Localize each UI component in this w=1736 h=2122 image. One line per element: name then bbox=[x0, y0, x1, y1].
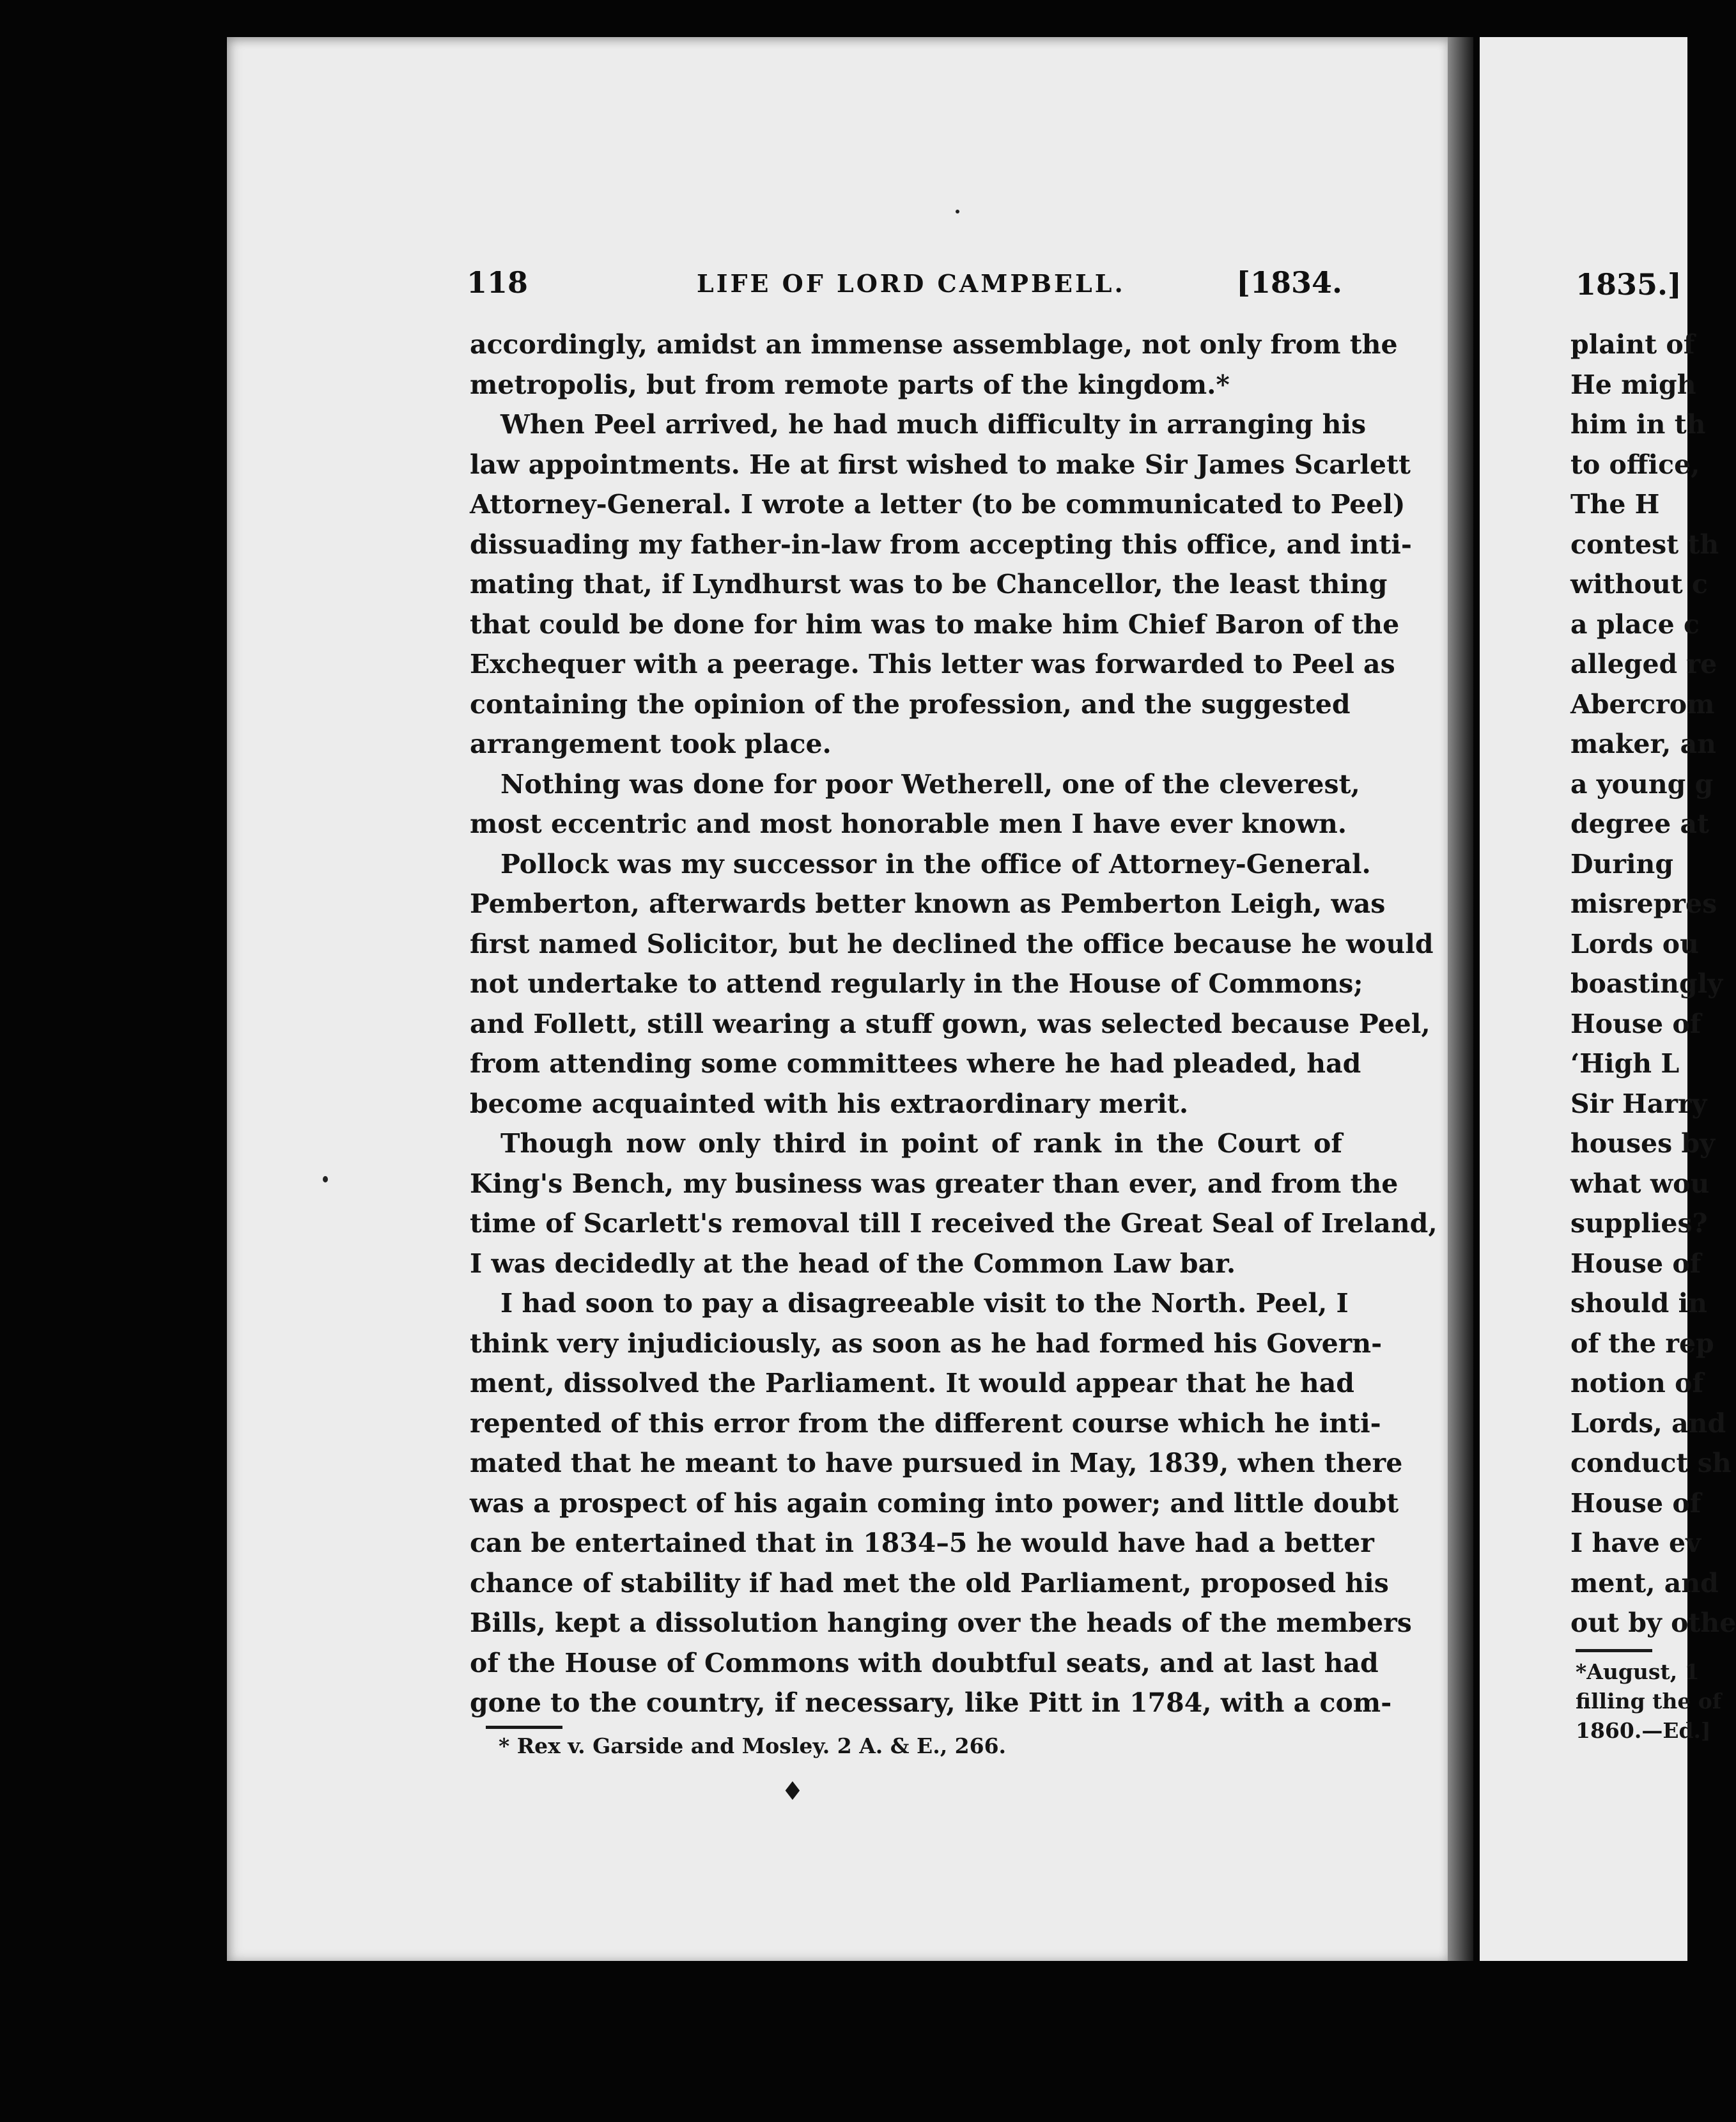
right-text-line: without c bbox=[1570, 569, 1708, 600]
footnote-rule bbox=[486, 1726, 562, 1729]
right-text-line: should in bbox=[1570, 1288, 1707, 1319]
speck bbox=[956, 210, 959, 213]
text-line: from attending some committees where he had pleaded, had bbox=[470, 1048, 1361, 1079]
speck bbox=[323, 1176, 328, 1182]
right-page bbox=[1480, 37, 1736, 1961]
ornament-mark: ♦ bbox=[781, 1777, 804, 1806]
right-text-line: alleged re bbox=[1570, 649, 1717, 679]
right-text-line: Sir Harry bbox=[1570, 1088, 1707, 1119]
right-text-line: boastingly bbox=[1570, 968, 1723, 999]
text-line: dissuading my father-in-law from accepting this office, and inti- bbox=[470, 529, 1412, 560]
right-text-line: During bbox=[1570, 848, 1674, 879]
text-line: chance of stability if had met the old Parliament, proposed his bbox=[470, 1567, 1389, 1599]
text-line: was a prospect of his again coming into power; and little doubt bbox=[470, 1487, 1399, 1519]
text-line: Attorney-General. I wrote a letter (to be communicated to Peel) bbox=[470, 489, 1406, 520]
right-text-line: notion of bbox=[1570, 1368, 1704, 1398]
text-line: can be entertained that in 1834–5 he would have had a better bbox=[470, 1528, 1374, 1558]
text-line: most eccentric and most honorable men I have ever known. bbox=[470, 809, 1347, 839]
page-number: 118 bbox=[467, 265, 529, 300]
right-text-line: maker, an bbox=[1570, 729, 1716, 759]
right-text-line: a place c bbox=[1570, 608, 1700, 640]
right-text-line: of the rep bbox=[1570, 1328, 1714, 1359]
text-line: think very injudiciously, as soon as he had formed his Govern- bbox=[470, 1328, 1383, 1359]
text-line: gone to the country, if necessary, like Pitt in 1784, with a com- bbox=[470, 1687, 1392, 1718]
right-text-line: ment, and bbox=[1570, 1567, 1719, 1599]
right-footnote-line: 1860.—Ed.] bbox=[1576, 1718, 1711, 1743]
right-text-line: House of bbox=[1570, 1008, 1701, 1039]
running-title: LIFE OF LORD CAMPBELL. bbox=[697, 269, 1126, 298]
text-line: containing the opinion of the profession, and the suggested bbox=[470, 688, 1351, 720]
text-line: Pemberton, afterwards better known as Pemberton Leigh, was bbox=[470, 888, 1386, 919]
text-line: ment, dissolved the Parliament. It would appear that he had bbox=[470, 1368, 1354, 1398]
header-year: [1834. bbox=[1236, 265, 1342, 300]
text-line: I had soon to pay a disagreeable visit to the North. Peel, I bbox=[500, 1288, 1349, 1319]
text-line: that could be done for him was to make him Chief Baron of the bbox=[470, 608, 1400, 640]
right-text-line: The H bbox=[1570, 489, 1660, 520]
text-line: law appointments. He at first wished to make Sir James Scarlett bbox=[470, 449, 1411, 480]
right-text-line: Abercrom bbox=[1570, 688, 1715, 720]
text-line: first named Solicitor, but he declined the office because he would bbox=[470, 928, 1434, 959]
text-line: When Peel arrived, he had much difficulty in arranging his bbox=[500, 409, 1367, 440]
right-text-line: him in th bbox=[1570, 409, 1706, 440]
footnote: * Rex v. Garside and Mosley. 2 A. & E., 266. bbox=[499, 1733, 1007, 1758]
right-text-line: plaint of bbox=[1570, 329, 1695, 360]
right-text-line: what wou bbox=[1570, 1168, 1710, 1199]
right-footnote-rule bbox=[1576, 1649, 1652, 1652]
text-line: I was decidedly at the head of the Common Law bar. bbox=[470, 1248, 1236, 1279]
text-line: become acquainted with his extraordinary merit. bbox=[470, 1088, 1189, 1119]
body-text bbox=[470, 325, 1438, 1723]
text-line: Bills, kept a dissolution hanging over the heads of the members bbox=[470, 1607, 1412, 1638]
right-text-line: He migh bbox=[1570, 369, 1696, 400]
text-line: mating that, if Lyndhurst was to be Chancellor, the least thing bbox=[470, 569, 1388, 600]
text-line: Pollock was my successor in the office of Attorney-General. bbox=[500, 848, 1371, 879]
right-text-line: out by othe bbox=[1570, 1607, 1736, 1638]
right-text-line: Lords ou bbox=[1570, 928, 1699, 959]
page-header bbox=[467, 252, 1342, 304]
text-line: of the House of Commons with doubtful seats, and at last had bbox=[470, 1647, 1379, 1678]
text-line: metropolis, but from remote parts of the kingdom.* bbox=[470, 369, 1230, 400]
book-gutter bbox=[1448, 37, 1473, 1961]
right-page-footnote bbox=[1576, 1657, 1721, 1746]
right-text-line: House of bbox=[1570, 1248, 1701, 1279]
right-text-line: supplies? bbox=[1570, 1208, 1708, 1239]
right-footnote-line: filling the of bbox=[1576, 1689, 1722, 1714]
right-text-line: conduct sh bbox=[1570, 1448, 1732, 1478]
text-line: arrangement took place. bbox=[470, 729, 832, 759]
right-page-year: 1835.] bbox=[1576, 267, 1682, 302]
text-line: Nothing was done for poor Wetherell, one of the cleverest, bbox=[500, 768, 1360, 800]
right-text-line: contest th bbox=[1570, 529, 1719, 560]
right-text-line: to office, bbox=[1570, 449, 1700, 480]
text-line: accordingly, amidst an immense assemblage, not only from the bbox=[470, 329, 1398, 360]
text-line: King's Bench, my business was greater than ever, and from the bbox=[470, 1168, 1399, 1199]
right-text-line: Lords, and bbox=[1570, 1407, 1726, 1439]
right-text-line: a young g bbox=[1570, 768, 1714, 800]
text-line: Exchequer with a peerage. This letter was forwarded to Peel as bbox=[470, 649, 1395, 679]
right-text-line: House of bbox=[1570, 1487, 1701, 1519]
right-text-line: ‘High L bbox=[1570, 1048, 1680, 1079]
text-line: and Follett, still wearing a stuff gown, was selected because Peel, bbox=[470, 1008, 1430, 1039]
right-text-line: I have ev bbox=[1570, 1528, 1701, 1558]
text-line: mated that he meant to have pursued in May, 1839, when there bbox=[470, 1448, 1403, 1478]
text-line: Though now only third in point of rank in the Court of bbox=[500, 1128, 1342, 1159]
right-text-line: houses by bbox=[1570, 1128, 1715, 1159]
right-text-line: misrepres bbox=[1570, 888, 1717, 919]
text-line: repented of this error from the different course which he inti- bbox=[470, 1407, 1381, 1439]
text-line: not undertake to attend regularly in the House of Commons; bbox=[470, 968, 1363, 999]
right-text-line: degree at bbox=[1570, 809, 1709, 839]
text-line: time of Scarlett's removal till I received the Great Seal of Ireland, bbox=[470, 1208, 1438, 1239]
right-page-text bbox=[1570, 325, 1736, 1643]
right-footnote-line: *August, 1 bbox=[1576, 1659, 1700, 1684]
